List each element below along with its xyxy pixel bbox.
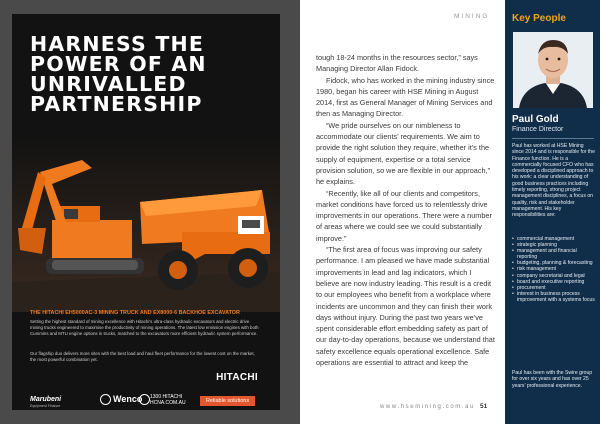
article-paragraph: tough 18-24 months in the resources sector,” says Managing Director Allan Fidock. bbox=[316, 53, 478, 74]
ad-headline-line: PARTNERSHIP bbox=[30, 92, 203, 116]
mining-equipment-illustration bbox=[12, 132, 280, 312]
wenco-logo bbox=[100, 394, 142, 405]
page-number: 51 bbox=[480, 403, 488, 410]
ad-section-title: THE HITACHI EH5000AC-3 MINING TRUCK AND EX8000-6 BACKHOE EXCAVATOR bbox=[30, 310, 240, 316]
person-name: Paul Gold bbox=[512, 114, 559, 125]
person-closing: Paul has been with the Swire group for over six years and has over 25 years’ professional experience. bbox=[512, 370, 593, 389]
footer-url: www.hsemining.com.au bbox=[380, 404, 476, 410]
phone-icon bbox=[139, 394, 150, 405]
article-paragraph: “We pride ourselves on our nimbleness to accommodate our clients’ requirements. We aim to provide the right solution they require, whether it’s the supply of equipment, expertise or a total service provision solution, so we are flexible in our approach,” he explains. bbox=[316, 120, 491, 187]
person-portrait-icon bbox=[513, 32, 593, 108]
key-people-sidebar bbox=[505, 0, 600, 424]
sidebar-title: Key People bbox=[512, 13, 566, 24]
list-item: • budgeting, planning & forecasting bbox=[512, 260, 596, 266]
person-bio: Paul has worked at HSE Mining since 2014 and is responsible for the Finance function. He is a commercially focused CFO who has developed a disciplined approach to his work: a clear understanding of good business practices including timely reporting, strong project management disciplines, a focus on quality, risk and stakeholder management. His key responsibilities are: bbox=[512, 143, 595, 219]
list-item: • company secretarial and legal bbox=[512, 273, 596, 279]
article-paragraph: “The first area of focus was improving our safety performance. I am pleased we have made substantial improvements in lead and lag indicators, which I believe are now industry leading. This result is a credit to our employees who benefit from a workplace where incidents are uncommon and they can finish their work days without injury. During the past two years we’ve spent considerable effort embedding safety as part of our day-to-day operations, because we understand that safety excellence equals operational excellence. Safe operations are essential to attract and keep the bbox=[316, 245, 495, 368]
reliable-solutions-badge: Reliable solutions bbox=[200, 396, 255, 406]
list-item: • board and executive reporting bbox=[512, 279, 596, 285]
article-paragraph: Fidock, who has worked in the mining industry since 1980, began his career with HSE Mining in August 2014, first as General Manager of Mining Services and then as Managing Director. bbox=[316, 75, 495, 119]
list-item: • interest in business process improvement with a systems focus bbox=[512, 291, 596, 303]
divider bbox=[512, 138, 594, 139]
list-item: • risk management bbox=[512, 266, 596, 272]
ad-headline-line: POWER OF AN bbox=[30, 52, 207, 76]
section-label: MINING bbox=[454, 13, 490, 20]
hitachi-logo: HITACHI bbox=[216, 372, 258, 383]
ad-body-copy: Setting the highest standard of mining excellence with Hitachi's ultra-class hydraulic excavators and electric drive mining trucks engineered to maximise the productivity of mining operations. The latest low emission engines with both Cummins and MTU engine options in trucks, matched to the excavators more efficient hydraulic system performance. bbox=[30, 319, 259, 336]
person-role: Finance Director bbox=[512, 126, 564, 133]
list-item: • procurement bbox=[512, 285, 596, 291]
list-item: • management and financial reporting bbox=[512, 248, 596, 260]
contact-website: HCNA.COM.AU bbox=[150, 400, 186, 406]
ad-headline-line: HARNESS THE bbox=[30, 32, 205, 56]
ad-headline-line: UNRIVALLED bbox=[30, 72, 187, 96]
partner-logos bbox=[30, 392, 270, 410]
marubeni-logo-text: Marubeni bbox=[30, 396, 62, 403]
marubeni-logo bbox=[30, 396, 61, 408]
list-item: • commercial management bbox=[512, 236, 596, 242]
wenco-logo-text: Wenco bbox=[113, 394, 143, 404]
marubeni-logo-subtext: Equipment Finance bbox=[30, 404, 61, 408]
article-paragraph: “Recently, like all of our clients and competitors, market conditions have forced us to relentlessly drive improvements in our operations. There were a number of areas where we could see we could substantially improve.” bbox=[316, 188, 492, 243]
article-page bbox=[300, 0, 505, 424]
responsibilities-list bbox=[512, 236, 596, 303]
list-item: • strategic planning bbox=[512, 242, 596, 248]
ad-body-copy-2: Our flagship duo delivers more sites with the best load and haul fleet performance for the lowest cost on the market, the most powerful combination yet. bbox=[30, 351, 255, 362]
wenco-mark-icon bbox=[100, 394, 111, 405]
ad-headline bbox=[30, 34, 207, 114]
contact-phone: 1300 HITACHI bbox=[150, 394, 183, 400]
hitachi-advertisement bbox=[12, 14, 280, 410]
article-body bbox=[316, 52, 496, 368]
portrait-photo bbox=[513, 32, 593, 108]
contact-details bbox=[150, 394, 186, 406]
